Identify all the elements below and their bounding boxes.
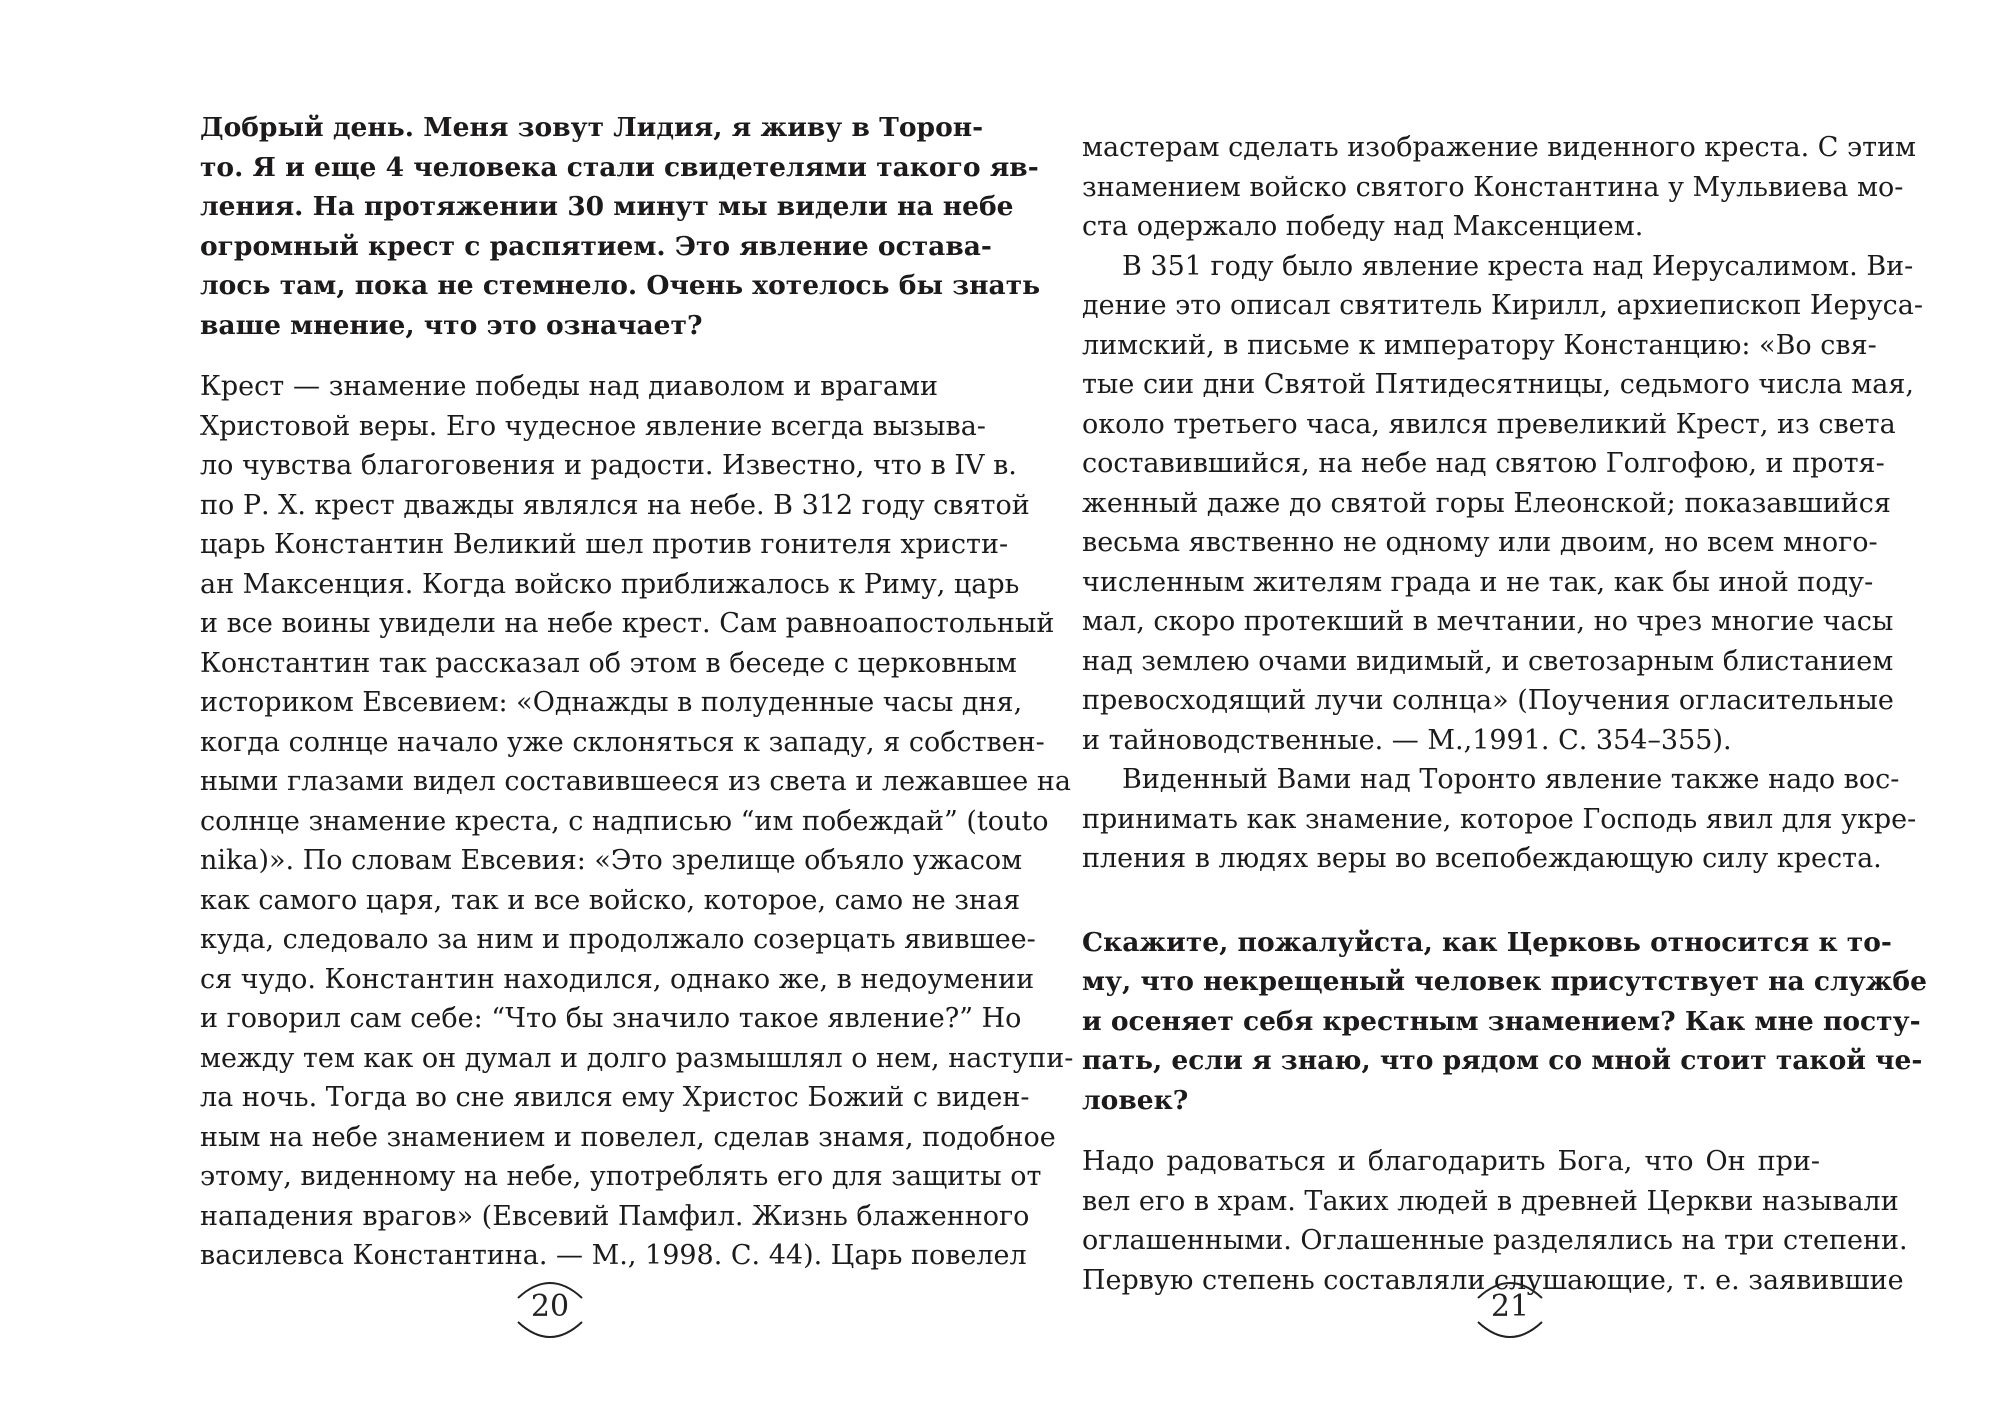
text-line: nika)». По словам Евсевия: «Это зрелище объяло ужасом [200, 845, 1023, 876]
text-line: по Р. Х. крест дважды являлся на небе. В 312 году святой [200, 489, 1030, 521]
text-line: над землею очами видимый, и светозарным блистанием [1082, 645, 1894, 677]
text-line: огромный крест с распятием. Это явление остава- [200, 230, 992, 262]
right-page [1000, 0, 2000, 1418]
text-line: численным жителям града и не так, как бы иной поду- [1082, 566, 1874, 598]
text-line: и говорил сам себе: “Что бы значило такое явление?” Но [200, 1003, 1022, 1034]
text-line: когда солнце начало уже склоняться к западу, я собствен- [200, 726, 1045, 758]
text-line: знамением войско святого Константина у Мульвиева мо- [1082, 171, 1904, 203]
text-line: ными глазами видел составившееся из света и лежавшее на [200, 766, 1071, 797]
answer-paragraph [1082, 1142, 1908, 1300]
text-line: около третьего часа, явился превеликий Крест, из света [1082, 408, 1896, 440]
text-line: и осеняет себя крестным знамением? Как мне посту- [1082, 1005, 1921, 1037]
text-line: мастерам сделать изображение виденного креста. С этим [1082, 132, 1917, 163]
text-line: Константин так рассказал об этом в беседе с церковным [200, 647, 1017, 679]
text-line: превосходящий лучи солнца» (Поучения огласительные [1082, 685, 1894, 716]
text-line: и тайноводственные. — М.,1991. С. 354–355). [1082, 724, 1732, 756]
text-line: ло чувства благоговения и радости. Известно, что в IV в. [200, 450, 1017, 481]
text-line: составившийся, на небе над святою Голгофою, и протя- [1082, 448, 1885, 479]
text-line: Надо радоваться и благодарить Бога, что Он при- [1082, 1146, 1820, 1177]
page-number [1470, 1270, 1550, 1350]
text-line: тые сии дни Святой Пятидесятницы, седьмого числа мая, [1082, 369, 1914, 400]
body-paragraph [1082, 247, 1923, 761]
text-line: принимать как знамение, которое Господь явил для укре- [1082, 803, 1917, 835]
text-line: куда, следовало за ним и продолжало созерцать явившее- [200, 924, 1036, 955]
text-line: лимский, в письме к императору Констанцию: «Во свя- [1082, 329, 1877, 361]
text-line: василевса Константина. — М., 1998. С. 44). Царь повелел [200, 1240, 1027, 1271]
page-number-text: 20 [530, 1289, 570, 1324]
text-line: то. Я и еще 4 человека стали свидетелями такого яв- [200, 151, 1039, 183]
text-line: ан Максенция. Когда войско приближалось к Риму, царь [200, 568, 1020, 600]
text-line: ления. На протяжении 30 минут мы видели на небе [200, 191, 1014, 222]
text-line: Христовой веры. Его чудесное явление всегда вызыва- [200, 410, 986, 442]
text-line: лось там, пока не стемнело. Очень хотелось бы знать [200, 270, 1041, 301]
continuation-paragraph [1082, 128, 1917, 247]
page-number [510, 1270, 590, 1350]
text-line: Виденный Вами над Торонто явление также надо вос- [1122, 764, 1900, 795]
text-line: как самого царя, так и все войско, которое, само не зная [200, 884, 1021, 916]
text-line: В 351 году было явление креста над Иерусалимом. Ви- [1122, 250, 1914, 282]
text-line: дение это описал святитель Кирилл, архиепископ Иеруса- [1082, 290, 1923, 321]
right-text-column [1082, 128, 1927, 1300]
text-line: ла ночь. Тогда во сне явился ему Христос Божий с виден- [200, 1082, 1030, 1113]
text-line: между тем как он думал и долго размышлял о нем, наступи- [200, 1042, 1074, 1074]
text-line: солнце знамение креста, с надписью “им побеждай” (touto [200, 805, 1049, 837]
text-line: ста одержало победу над Максенцием. [1082, 211, 1644, 242]
text-line: историком Евсевием: «Однажды в полуденные часы дня, [200, 687, 1023, 718]
text-line: Крест — знамение победы над диаволом и врагами [200, 371, 938, 402]
text-line: мал, скоро протекший в мечтании, но чрез многие часы [1082, 606, 1894, 637]
text-line: царь Константин Великий шел против гонителя христи- [200, 529, 1009, 560]
text-line: и все воины увидели на небе крест. Сам равноапостольный [200, 608, 1055, 639]
text-line: ным на небе знамением и повелел, сделав знамя, подобное [200, 1121, 1056, 1153]
question-paragraph [200, 108, 1041, 345]
text-line: пать, если я знаю, что рядом со мной стоит такой че- [1082, 1045, 1923, 1076]
answer-paragraph [200, 367, 1074, 1276]
text-line: Первую степень составляли слушающие, т. е. заявившие [1082, 1264, 1904, 1296]
page-number-text: 21 [1490, 1289, 1530, 1324]
text-line: нападения врагов» (Евсевий Памфил. Жизнь блаженного [200, 1200, 1030, 1232]
text-line: весьма явственно не одному или двоим, но всем много- [1082, 527, 1878, 558]
text-line: Скажите, пожалуйста, как Церковь относится к то- [1082, 926, 1892, 958]
question-paragraph [1082, 923, 1927, 1121]
left-text-column [200, 108, 1074, 1276]
text-line: женный даже до святой горы Елеонской; показавшийся [1082, 487, 1891, 519]
text-line: оглашенными. Оглашенные разделялись на три степени. [1082, 1225, 1908, 1256]
text-line: пления в людях веры во всепобеждающую силу креста. [1082, 843, 1882, 874]
text-line: Добрый день. Меня зовут Лидия, я живу в Торон- [200, 112, 984, 143]
text-line: ся чудо. Константин находился, однако же, в недоумении [200, 963, 1035, 995]
text-line: ваше мнение, что это означает? [200, 309, 703, 341]
text-line: вел его в храм. Таких людей в древней Церкви называли [1082, 1185, 1899, 1217]
text-line: этому, виденному на небе, употреблять его для защиты от [200, 1161, 1042, 1192]
text-line: ловек? [1082, 1084, 1189, 1116]
body-paragraph [1082, 760, 1917, 879]
text-line: му, что некрещеный человек присутствует на службе [1082, 966, 1927, 997]
